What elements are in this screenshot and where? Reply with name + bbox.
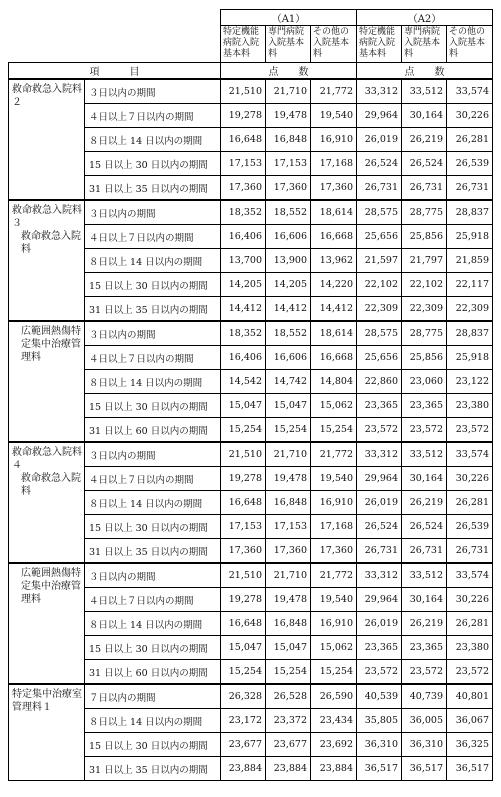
points-cell: 15,254 — [311, 418, 357, 443]
points-cell: 16,648 — [221, 128, 266, 152]
points-cell: 40,801 — [447, 684, 493, 709]
points-cell: 26,731 — [402, 176, 447, 201]
points-cell: 21,510 — [221, 442, 266, 467]
points-cell: 13,962 — [311, 249, 357, 273]
points-cell: 26,219 — [402, 491, 447, 515]
period-cell: 31 日以上 35 日以内の期間 — [85, 539, 221, 564]
points-cell: 26,219 — [402, 612, 447, 636]
points-cell: 23,122 — [447, 370, 493, 394]
points-cell: 33,312 — [357, 563, 402, 588]
points-cell: 19,278 — [221, 588, 266, 612]
points-cell: 26,731 — [402, 539, 447, 564]
points-cell: 26,328 — [221, 684, 266, 709]
points-cell: 36,310 — [402, 733, 447, 757]
points-cell: 29,964 — [357, 588, 402, 612]
points-cell: 17,360 — [266, 176, 311, 201]
points-cell: 21,597 — [357, 249, 402, 273]
points-cell: 26,524 — [402, 152, 447, 176]
points-cell: 23,572 — [447, 418, 493, 443]
period-cell: ３日以内の期間 — [85, 442, 221, 467]
points-cell: 23,692 — [311, 733, 357, 757]
points-cell: 14,412 — [266, 297, 311, 322]
points-cell: 23,884 — [311, 757, 357, 781]
points-cell: 21,772 — [311, 442, 357, 467]
points-cell: 26,281 — [447, 612, 493, 636]
points-cell: 22,102 — [357, 273, 402, 297]
points-cell: 23,365 — [402, 394, 447, 418]
points-cell: 23,572 — [357, 660, 402, 685]
period-cell: ３日以内の期間 — [85, 563, 221, 588]
points-cell: 16,668 — [311, 346, 357, 370]
period-cell: 31 日以上 35 日以内の期間 — [85, 757, 221, 781]
header-blank — [9, 10, 221, 63]
points-cell: 23,884 — [221, 757, 266, 781]
points-cell: 17,360 — [221, 176, 266, 201]
points-cell: 28,575 — [357, 200, 402, 225]
period-cell: ８日以上 14 日以内の期間 — [85, 612, 221, 636]
points-cell: 19,478 — [266, 104, 311, 128]
period-cell: 15 日以上 30 日以内の期間 — [85, 152, 221, 176]
points-cell: 17,360 — [311, 539, 357, 564]
points-cell: 23,884 — [266, 757, 311, 781]
points-cell: 18,352 — [221, 200, 266, 225]
points-cell: 21,797 — [402, 249, 447, 273]
points-cell: 21,772 — [311, 79, 357, 104]
group-subname: 広範囲熱傷特定集中治療管理料 — [21, 568, 81, 605]
points-cell: 18,552 — [266, 200, 311, 225]
table-body — [9, 79, 493, 781]
points-cell: 23,677 — [221, 733, 266, 757]
points-cell: 26,524 — [357, 152, 402, 176]
points-cell: 28,837 — [447, 200, 493, 225]
points-cell: 14,742 — [266, 370, 311, 394]
subheader: 専門病院入院基本料 — [402, 26, 447, 63]
points-cell: 23,372 — [266, 709, 311, 733]
points-header-a1: 点 数 — [221, 63, 357, 80]
table-row — [9, 563, 493, 588]
points-cell: 28,575 — [357, 321, 402, 346]
points-cell: 18,352 — [221, 321, 266, 346]
points-cell: 19,540 — [311, 104, 357, 128]
points-cell: 18,552 — [266, 321, 311, 346]
points-cell: 23,572 — [447, 660, 493, 685]
points-cell: 26,281 — [447, 128, 493, 152]
points-cell: 17,360 — [221, 539, 266, 564]
group-label — [9, 200, 85, 321]
points-cell: 30,164 — [402, 104, 447, 128]
period-cell: ３日以内の期間 — [85, 200, 221, 225]
points-cell: 22,117 — [447, 273, 493, 297]
fee-table — [8, 9, 493, 781]
period-cell: 15 日以上 30 日以内の期間 — [85, 636, 221, 660]
points-cell: 25,918 — [447, 225, 493, 249]
period-cell: 15 日以上 30 日以内の期間 — [85, 273, 221, 297]
points-cell: 16,406 — [221, 346, 266, 370]
points-cell: 28,837 — [447, 321, 493, 346]
points-cell: 15,047 — [221, 636, 266, 660]
points-cell: 26,731 — [357, 176, 402, 201]
points-cell: 36,325 — [447, 733, 493, 757]
points-cell: 23,365 — [357, 636, 402, 660]
points-cell: 17,360 — [266, 539, 311, 564]
period-cell: ３日以内の期間 — [85, 321, 221, 346]
points-cell: 33,312 — [357, 79, 402, 104]
points-cell: 19,278 — [221, 467, 266, 491]
points-header-a2: 点 数 — [357, 63, 493, 80]
table-row — [9, 321, 493, 346]
points-cell: 19,540 — [311, 588, 357, 612]
points-cell: 21,710 — [266, 442, 311, 467]
table-row — [9, 442, 493, 467]
period-cell: ３日以内の期間 — [85, 79, 221, 104]
points-cell: 18,614 — [311, 321, 357, 346]
group-subname: 救命救急入院料 — [21, 231, 81, 255]
points-cell: 26,219 — [402, 128, 447, 152]
points-cell: 29,964 — [357, 104, 402, 128]
points-cell: 19,478 — [266, 467, 311, 491]
points-cell: 17,168 — [311, 515, 357, 539]
points-cell: 15,254 — [266, 418, 311, 443]
points-cell: 14,412 — [221, 297, 266, 322]
period-cell: ４日以上７日以内の期間 — [85, 588, 221, 612]
points-cell: 36,005 — [402, 709, 447, 733]
subheader: 特定機能病院入院基本料 — [357, 26, 402, 63]
group-a2-header: （A2） — [357, 10, 493, 26]
points-cell: 16,606 — [266, 225, 311, 249]
points-cell: 23,434 — [311, 709, 357, 733]
points-cell: 26,528 — [266, 684, 311, 709]
points-cell: 23,380 — [447, 394, 493, 418]
points-cell: 26,731 — [357, 539, 402, 564]
points-cell: 23,572 — [402, 418, 447, 443]
points-cell: 26,019 — [357, 491, 402, 515]
points-cell: 15,047 — [221, 394, 266, 418]
points-cell: 30,164 — [402, 588, 447, 612]
points-cell: 16,848 — [266, 612, 311, 636]
points-cell: 25,856 — [402, 346, 447, 370]
points-cell: 30,226 — [447, 104, 493, 128]
points-cell: 21,510 — [221, 563, 266, 588]
points-cell: 23,060 — [402, 370, 447, 394]
points-cell: 40,739 — [402, 684, 447, 709]
points-cell: 30,226 — [447, 588, 493, 612]
points-cell: 14,205 — [221, 273, 266, 297]
points-cell: 33,574 — [447, 563, 493, 588]
points-cell: 23,365 — [402, 636, 447, 660]
group-label — [9, 79, 85, 200]
points-cell: 26,019 — [357, 128, 402, 152]
points-cell: 35,805 — [357, 709, 402, 733]
points-cell: 17,153 — [266, 152, 311, 176]
points-cell: 19,278 — [221, 104, 266, 128]
points-cell: 22,860 — [357, 370, 402, 394]
points-cell: 28,775 — [402, 321, 447, 346]
points-cell: 26,731 — [447, 539, 493, 564]
subheader: その他の入院基本料 — [311, 26, 357, 63]
points-cell: 25,918 — [447, 346, 493, 370]
period-cell: 31 日以上 35 日以内の期間 — [85, 297, 221, 322]
table-row — [9, 684, 493, 709]
points-cell: 15,254 — [266, 660, 311, 685]
group-label — [9, 321, 85, 442]
period-cell: ８日以上 14 日以内の期間 — [85, 128, 221, 152]
period-cell: 31 日以上 35 日以内の期間 — [85, 176, 221, 201]
points-cell: 13,900 — [266, 249, 311, 273]
points-cell: 25,656 — [357, 346, 402, 370]
period-cell: 31 日以上 60 日以内の期間 — [85, 660, 221, 685]
points-cell: 33,574 — [447, 442, 493, 467]
period-cell: ８日以上 14 日以内の期間 — [85, 709, 221, 733]
points-cell: 26,539 — [447, 515, 493, 539]
points-cell: 23,677 — [266, 733, 311, 757]
subheader: 特定機能病院入院基本料 — [221, 26, 266, 63]
points-cell: 26,524 — [402, 515, 447, 539]
points-cell: 26,731 — [447, 176, 493, 201]
group-label — [9, 442, 85, 563]
points-cell: 16,910 — [311, 491, 357, 515]
points-cell: 29,964 — [357, 467, 402, 491]
points-cell: 15,254 — [221, 660, 266, 685]
points-cell: 36,517 — [357, 757, 402, 781]
points-cell: 21,859 — [447, 249, 493, 273]
period-cell: ４日以上７日以内の期間 — [85, 467, 221, 491]
subheader: 専門病院入院基本料 — [266, 26, 311, 63]
period-cell: ８日以上 14 日以内の期間 — [85, 249, 221, 273]
item-header: 項 目 — [9, 63, 221, 80]
points-cell: 16,406 — [221, 225, 266, 249]
points-cell: 17,153 — [266, 515, 311, 539]
group-a1-header: （A1） — [221, 10, 357, 26]
points-cell: 36,517 — [402, 757, 447, 781]
points-cell: 21,510 — [221, 79, 266, 104]
period-cell: 15 日以上 30 日以内の期間 — [85, 394, 221, 418]
points-cell: 30,226 — [447, 467, 493, 491]
points-cell: 14,542 — [221, 370, 266, 394]
points-cell: 16,910 — [311, 128, 357, 152]
points-cell: 14,412 — [311, 297, 357, 322]
points-cell: 15,047 — [266, 636, 311, 660]
points-cell: 14,804 — [311, 370, 357, 394]
points-cell: 22,309 — [447, 297, 493, 322]
subheader: その他の入院基本料 — [447, 26, 493, 63]
points-cell: 15,047 — [266, 394, 311, 418]
points-cell: 23,365 — [357, 394, 402, 418]
points-cell: 17,153 — [221, 152, 266, 176]
group-subname: 広範囲熱傷特定集中治療管理料 — [21, 326, 81, 363]
points-cell: 36,310 — [357, 733, 402, 757]
points-cell: 33,512 — [402, 79, 447, 104]
points-cell: 23,380 — [447, 636, 493, 660]
points-cell: 21,710 — [266, 79, 311, 104]
points-cell: 23,572 — [402, 660, 447, 685]
points-cell: 33,512 — [402, 442, 447, 467]
points-cell: 28,775 — [402, 200, 447, 225]
points-cell: 25,656 — [357, 225, 402, 249]
points-cell: 15,062 — [311, 394, 357, 418]
points-cell: 26,281 — [447, 491, 493, 515]
points-cell: 18,614 — [311, 200, 357, 225]
points-cell: 19,478 — [266, 588, 311, 612]
points-cell: 36,517 — [447, 757, 493, 781]
table-row — [9, 200, 493, 225]
points-cell: 22,102 — [402, 273, 447, 297]
points-cell: 16,848 — [266, 491, 311, 515]
points-cell: 16,606 — [266, 346, 311, 370]
period-cell: 15 日以上 30 日以内の期間 — [85, 515, 221, 539]
period-cell: ４日以上７日以内の期間 — [85, 104, 221, 128]
period-cell: ４日以上７日以内の期間 — [85, 346, 221, 370]
group-subname: 救命救急入院料 — [21, 473, 81, 497]
points-cell: 15,254 — [221, 418, 266, 443]
period-cell: ８日以上 14 日以内の期間 — [85, 491, 221, 515]
points-cell: 16,848 — [266, 128, 311, 152]
points-cell: 14,205 — [266, 273, 311, 297]
points-cell: 36,067 — [447, 709, 493, 733]
points-cell: 23,572 — [357, 418, 402, 443]
period-cell: 31 日以上 60 日以内の期間 — [85, 418, 221, 443]
points-cell: 25,856 — [402, 225, 447, 249]
points-cell: 17,360 — [311, 176, 357, 201]
points-cell: 21,772 — [311, 563, 357, 588]
group-name: 特定集中治療室管理料１ — [12, 689, 82, 713]
group-name: 救命救急入院料３ — [12, 205, 82, 229]
points-cell: 16,668 — [311, 225, 357, 249]
points-cell: 16,648 — [221, 612, 266, 636]
points-cell: 16,910 — [311, 612, 357, 636]
table-row — [9, 79, 493, 104]
points-cell: 26,539 — [447, 152, 493, 176]
points-cell: 15,254 — [311, 660, 357, 685]
points-cell: 40,539 — [357, 684, 402, 709]
points-cell: 21,710 — [266, 563, 311, 588]
points-cell: 23,172 — [221, 709, 266, 733]
points-cell: 33,312 — [357, 442, 402, 467]
group-label — [9, 563, 85, 684]
period-cell: ８日以上 14 日以内の期間 — [85, 370, 221, 394]
group-name: 救命救急入院料４ — [12, 447, 82, 471]
points-cell: 26,524 — [357, 515, 402, 539]
group-label — [9, 684, 85, 781]
points-cell: 33,574 — [447, 79, 493, 104]
points-cell: 17,153 — [221, 515, 266, 539]
points-cell: 19,540 — [311, 467, 357, 491]
points-cell: 26,590 — [311, 684, 357, 709]
points-cell: 13,700 — [221, 249, 266, 273]
group-name: 救命救急入院料２ — [12, 84, 82, 108]
points-cell: 15,062 — [311, 636, 357, 660]
points-cell: 26,019 — [357, 612, 402, 636]
points-cell: 30,164 — [402, 467, 447, 491]
points-cell: 22,309 — [357, 297, 402, 322]
points-cell: 33,512 — [402, 563, 447, 588]
period-cell: 15 日以上 30 日以内の期間 — [85, 733, 221, 757]
points-cell: 17,168 — [311, 152, 357, 176]
period-cell: ７日以内の期間 — [85, 684, 221, 709]
points-cell: 16,648 — [221, 491, 266, 515]
points-cell: 22,309 — [402, 297, 447, 322]
period-cell: ４日以上７日以内の期間 — [85, 225, 221, 249]
points-cell: 14,220 — [311, 273, 357, 297]
